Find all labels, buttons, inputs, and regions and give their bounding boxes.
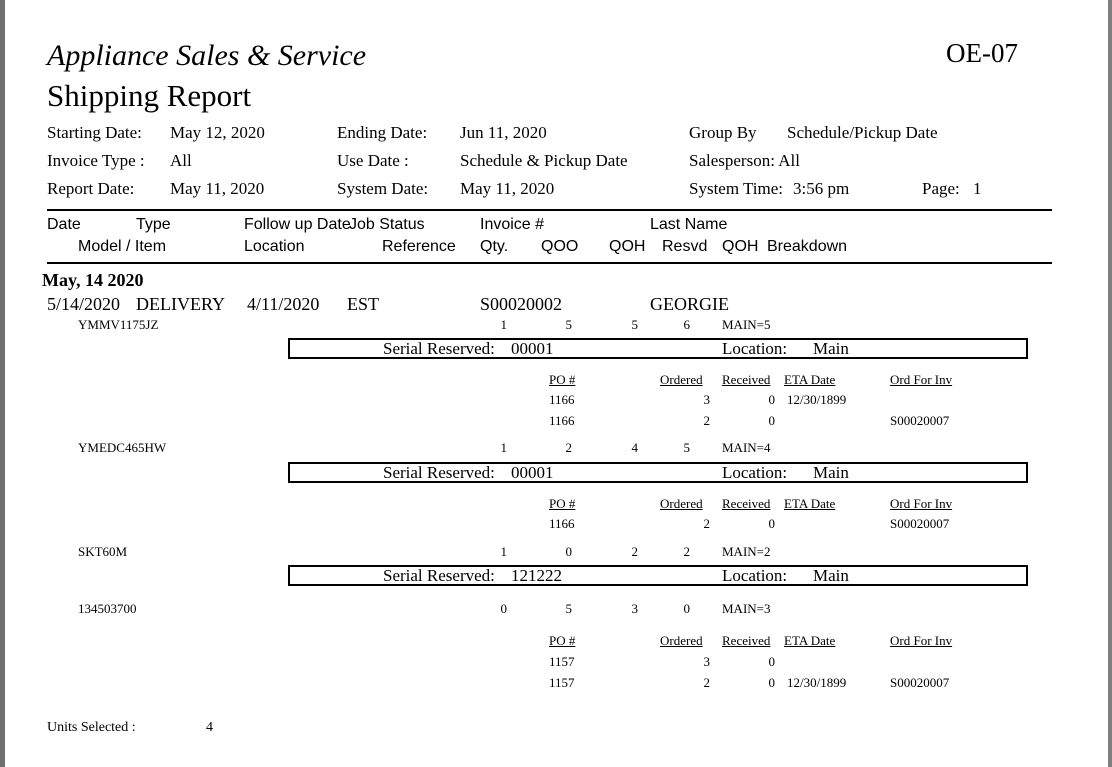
- item-breakdown: MAIN=2: [722, 544, 771, 559]
- po-header-eta: ETA Date: [784, 496, 836, 511]
- serial-location-value: Main: [813, 566, 849, 585]
- item-qoo: 0: [565, 544, 572, 559]
- col-qty: Qty.: [480, 238, 509, 255]
- use-date-label: Use Date :: [337, 151, 409, 170]
- col-location: Location: [244, 238, 305, 255]
- item-model: YMMV1175JZ: [78, 317, 159, 332]
- item-qoh: 4: [631, 440, 638, 455]
- item-resvd: 0: [683, 601, 690, 616]
- item-qoo: 5: [565, 601, 572, 616]
- item-qoo: 5: [565, 317, 572, 332]
- po-received: 0: [768, 413, 775, 428]
- col-qoo: QOO: [541, 238, 579, 255]
- item-model: SKT60M: [78, 544, 128, 559]
- col-reference: Reference: [382, 238, 456, 255]
- item-resvd: 5: [683, 440, 690, 455]
- serial-reserved-label: Serial Reserved:: [383, 463, 495, 482]
- system-time-value: 3:56 pm: [793, 179, 850, 198]
- col-breakdown: Breakdown: [767, 238, 848, 255]
- po-header-ord-for-inv: Ord For Inv: [890, 372, 953, 387]
- starting-date-value: May 12, 2020: [170, 123, 265, 142]
- po-received: 0: [768, 516, 775, 531]
- item-breakdown: MAIN=5: [722, 317, 771, 332]
- order-invoice: S00020002: [480, 294, 563, 314]
- po-header-received: Received: [722, 633, 771, 648]
- po-number: 1166: [549, 392, 575, 407]
- invoice-type-value: All: [170, 151, 192, 170]
- col-resvd: Resvd: [662, 238, 708, 255]
- col-last-name: Last Name: [650, 216, 728, 233]
- serial-location-label: Location:: [722, 339, 788, 358]
- item-qty: 1: [500, 440, 507, 455]
- units-selected-label: Units Selected :: [47, 720, 136, 735]
- system-date-value: May 11, 2020: [460, 179, 555, 198]
- po-header-eta: ETA Date: [784, 372, 836, 387]
- po-ord-for-inv: S00020007: [890, 675, 950, 690]
- page-left-border: [0, 0, 5, 767]
- group-by-value: Schedule/Pickup Date: [787, 123, 938, 142]
- item-qoo: 2: [565, 440, 572, 455]
- invoice-type-label: Invoice Type :: [47, 151, 145, 170]
- header-top-rule: [47, 209, 1052, 211]
- salesperson: Salesperson: All: [689, 151, 800, 170]
- po-ord-for-inv: S00020007: [890, 413, 950, 428]
- col-date: Date: [47, 216, 81, 233]
- item-resvd: 2: [683, 544, 690, 559]
- order-followup: 4/11/2020: [247, 294, 320, 314]
- order-job-status: EST: [347, 294, 380, 314]
- report-code: OE-07: [946, 38, 1018, 68]
- report-title: Shipping Report: [47, 78, 252, 113]
- po-header-po: PO #: [549, 372, 576, 387]
- serial-location-label: Location:: [722, 566, 788, 585]
- po-ordered: 3: [703, 392, 710, 407]
- units-selected-value: 4: [206, 720, 213, 735]
- item-qoh: 3: [631, 601, 638, 616]
- po-ordered: 3: [703, 654, 710, 669]
- ending-date-label: Ending Date:: [337, 123, 428, 142]
- page-right-border: [1108, 0, 1112, 767]
- po-header-ordered: Ordered: [660, 633, 703, 648]
- col-followup: Follow up Date: [244, 216, 351, 233]
- po-eta: 12/30/1899: [787, 675, 847, 690]
- po-header-ordered: Ordered: [660, 496, 703, 511]
- po-header-po: PO #: [549, 633, 576, 648]
- po-header-eta: ETA Date: [784, 633, 836, 648]
- report-date-value: May 11, 2020: [170, 179, 265, 198]
- item-breakdown: MAIN=4: [722, 440, 771, 455]
- serial-reserved-value: 00001: [511, 463, 554, 482]
- page-number: 1: [973, 179, 982, 198]
- header-bottom-rule: [47, 262, 1052, 264]
- po-header-ordered: Ordered: [660, 372, 703, 387]
- po-header-ord-for-inv: Ord For Inv: [890, 633, 953, 648]
- system-date-label: System Date:: [337, 179, 429, 198]
- item-qty: 0: [500, 601, 507, 616]
- po-ordered: 2: [703, 516, 710, 531]
- starting-date-label: Starting Date:: [47, 123, 142, 142]
- po-number: 1157: [549, 675, 575, 690]
- serial-location-value: Main: [813, 463, 849, 482]
- po-ordered: 2: [703, 413, 710, 428]
- po-number: 1166: [549, 413, 575, 428]
- po-received: 0: [768, 654, 775, 669]
- col-qoh2: QOH: [722, 238, 759, 255]
- group-by-label: Group By: [689, 123, 757, 142]
- po-header-po: PO #: [549, 496, 576, 511]
- serial-location-label: Location:: [722, 463, 788, 482]
- po-ord-for-inv: S00020007: [890, 516, 950, 531]
- item-qty: 1: [500, 317, 507, 332]
- po-header-received: Received: [722, 496, 771, 511]
- serial-reserved-label: Serial Reserved:: [383, 566, 495, 585]
- report-date-label: Report Date:: [47, 179, 135, 198]
- col-job-status: Job Status: [349, 216, 425, 233]
- ending-date-value: Jun 11, 2020: [460, 123, 547, 142]
- serial-reserved-label: Serial Reserved:: [383, 339, 495, 358]
- serial-reserved-value: 00001: [511, 339, 554, 358]
- item-qoh: 2: [631, 544, 638, 559]
- col-qoh: QOH: [609, 238, 646, 255]
- company-name: Appliance Sales & Service: [47, 39, 367, 72]
- order-date: 5/14/2020: [47, 294, 121, 314]
- page-label: Page:: [922, 179, 960, 198]
- po-header-received: Received: [722, 372, 771, 387]
- order-type: DELIVERY: [136, 294, 225, 314]
- col-invoice: Invoice #: [480, 216, 545, 233]
- system-time-label: System Time:: [689, 179, 784, 198]
- item-breakdown: MAIN=3: [722, 601, 771, 616]
- po-number: 1166: [549, 516, 575, 531]
- group-date-heading: May, 14 2020: [42, 270, 144, 290]
- order-last-name: GEORGIE: [650, 294, 729, 314]
- item-qoh: 5: [631, 317, 638, 332]
- po-received: 0: [768, 675, 775, 690]
- serial-location-value: Main: [813, 339, 849, 358]
- po-ordered: 2: [703, 675, 710, 690]
- po-eta: 12/30/1899: [787, 392, 847, 407]
- po-header-ord-for-inv: Ord For Inv: [890, 496, 953, 511]
- po-received: 0: [768, 392, 775, 407]
- po-number: 1157: [549, 654, 575, 669]
- item-model: 134503700: [78, 601, 137, 616]
- item-qty: 1: [500, 544, 507, 559]
- item-model: YMEDC465HW: [78, 440, 167, 455]
- use-date-value: Schedule & Pickup Date: [460, 151, 628, 170]
- item-resvd: 6: [683, 317, 690, 332]
- col-model: Model / Item: [78, 238, 167, 255]
- serial-reserved-value: 121222: [511, 566, 562, 585]
- col-type: Type: [136, 216, 171, 233]
